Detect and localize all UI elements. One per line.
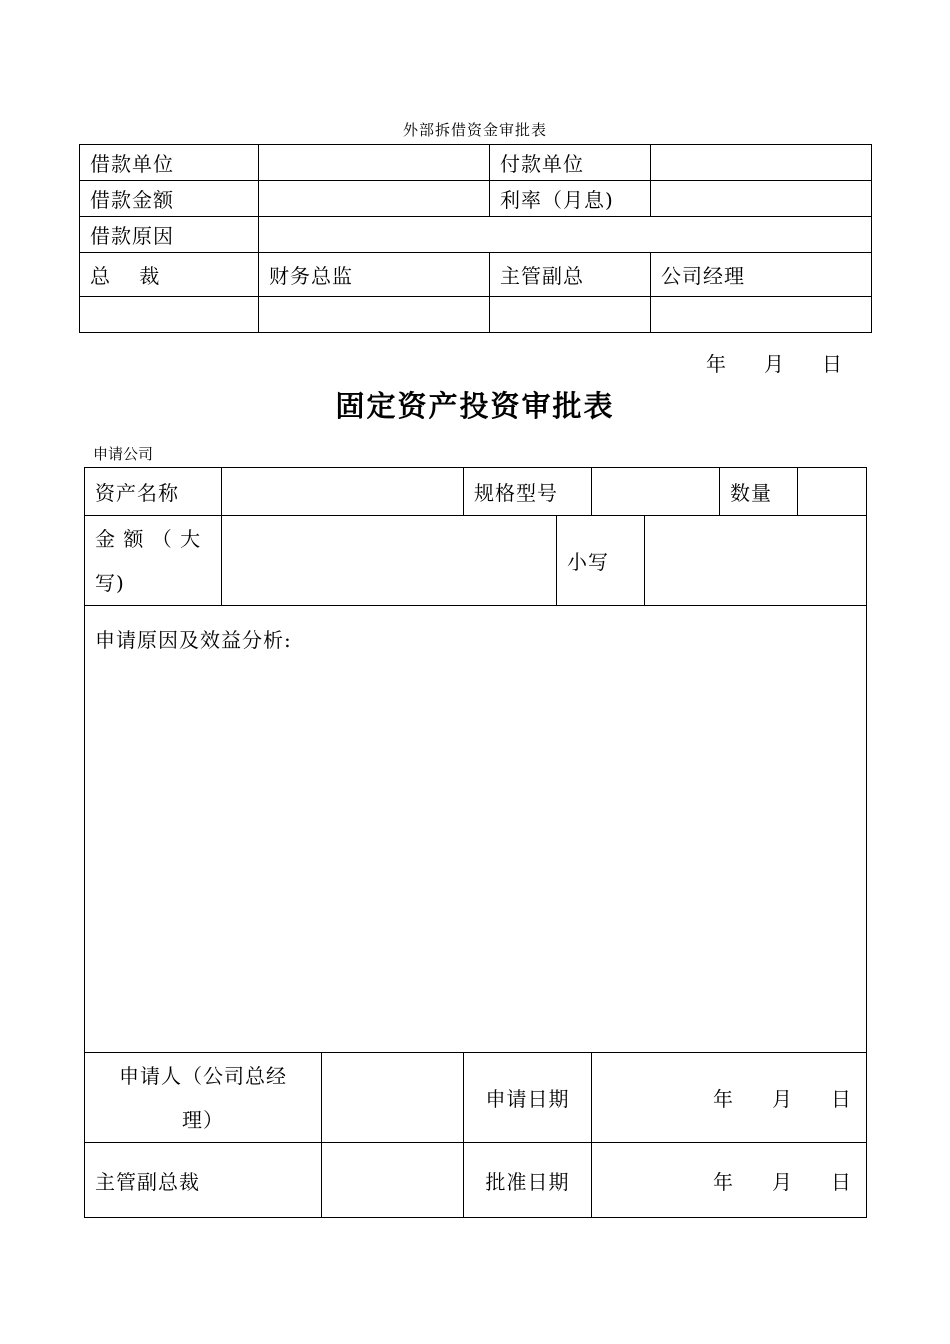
- reason-field[interactable]: [259, 217, 872, 253]
- loan-form-title: 外部拆借资金审批表: [402, 121, 547, 139]
- amount-lower-field[interactable]: [645, 516, 867, 606]
- asset-name-field[interactable]: [222, 468, 464, 516]
- date-day: 日: [822, 352, 842, 376]
- vp-label: 主管副总: [490, 253, 651, 297]
- apply-date-month: 月: [772, 1087, 793, 1111]
- president-sign-field[interactable]: [80, 297, 259, 333]
- apply-date-day: 日: [831, 1087, 852, 1111]
- vp-sign-field[interactable]: [490, 297, 651, 333]
- approve-date-day: 日: [831, 1169, 852, 1194]
- reason-label: 借款原因: [80, 217, 259, 253]
- applicant-label-line1: 申请人（公司总经: [119, 1063, 287, 1088]
- borrower-field[interactable]: [259, 145, 490, 181]
- vp-sign-field[interactable]: [322, 1143, 464, 1218]
- asset-form-title: 固定资产投资审批表: [335, 389, 615, 423]
- cfo-sign-field[interactable]: [259, 297, 490, 333]
- approve-date-label: 批准日期: [464, 1143, 592, 1218]
- asset-name-label: 资产名称: [85, 468, 222, 516]
- apply-date-label: 申请日期: [464, 1053, 592, 1143]
- date-month: 月: [764, 352, 784, 376]
- borrower-label: 借款单位: [80, 145, 259, 181]
- loan-approval-table: [79, 144, 872, 333]
- cfo-label: 财务总监: [259, 253, 490, 297]
- rate-field[interactable]: [651, 181, 872, 217]
- amount-upper-label-line2: 写): [95, 570, 125, 595]
- amount-field[interactable]: [259, 181, 490, 217]
- applicant-label-line2: 理）: [182, 1107, 224, 1132]
- amount-label: 借款金额: [80, 181, 259, 217]
- amount-upper-label-line1: 金 额 （ 大: [95, 526, 202, 551]
- loan-form-date: [706, 348, 842, 377]
- applicant-company-label: 申请公司: [93, 445, 154, 463]
- amount-upper-field[interactable]: [222, 516, 557, 606]
- approve-date-year: 年: [713, 1169, 734, 1194]
- payer-label: 付款单位: [490, 145, 651, 181]
- gm-label: 公司经理: [651, 253, 872, 297]
- asset-approval-table: [84, 467, 867, 1218]
- quantity-field[interactable]: [798, 468, 867, 516]
- amount-upper-label: [85, 516, 222, 606]
- vp-label: 主管副总裁: [85, 1143, 322, 1218]
- approve-date-month: 月: [772, 1169, 793, 1194]
- applicant-sign-field[interactable]: [322, 1053, 464, 1143]
- spec-label: 规格型号: [464, 468, 592, 516]
- rate-label: 利率（月息): [490, 181, 651, 217]
- approve-date-field[interactable]: [592, 1143, 867, 1218]
- reason-field[interactable]: [85, 606, 867, 1053]
- amount-lower-label: 小写: [557, 516, 645, 606]
- date-year: 年: [706, 352, 726, 376]
- gm-sign-field[interactable]: [651, 297, 872, 333]
- apply-date-year: 年: [713, 1087, 734, 1111]
- payer-field[interactable]: [651, 145, 872, 181]
- reason-label: 申请原因及效益分析:: [95, 628, 292, 652]
- applicant-label: [85, 1053, 322, 1143]
- quantity-label: 数量: [720, 468, 798, 516]
- spec-field[interactable]: [592, 468, 720, 516]
- president-label: 总 裁: [80, 253, 259, 297]
- apply-date-field[interactable]: [592, 1053, 867, 1143]
